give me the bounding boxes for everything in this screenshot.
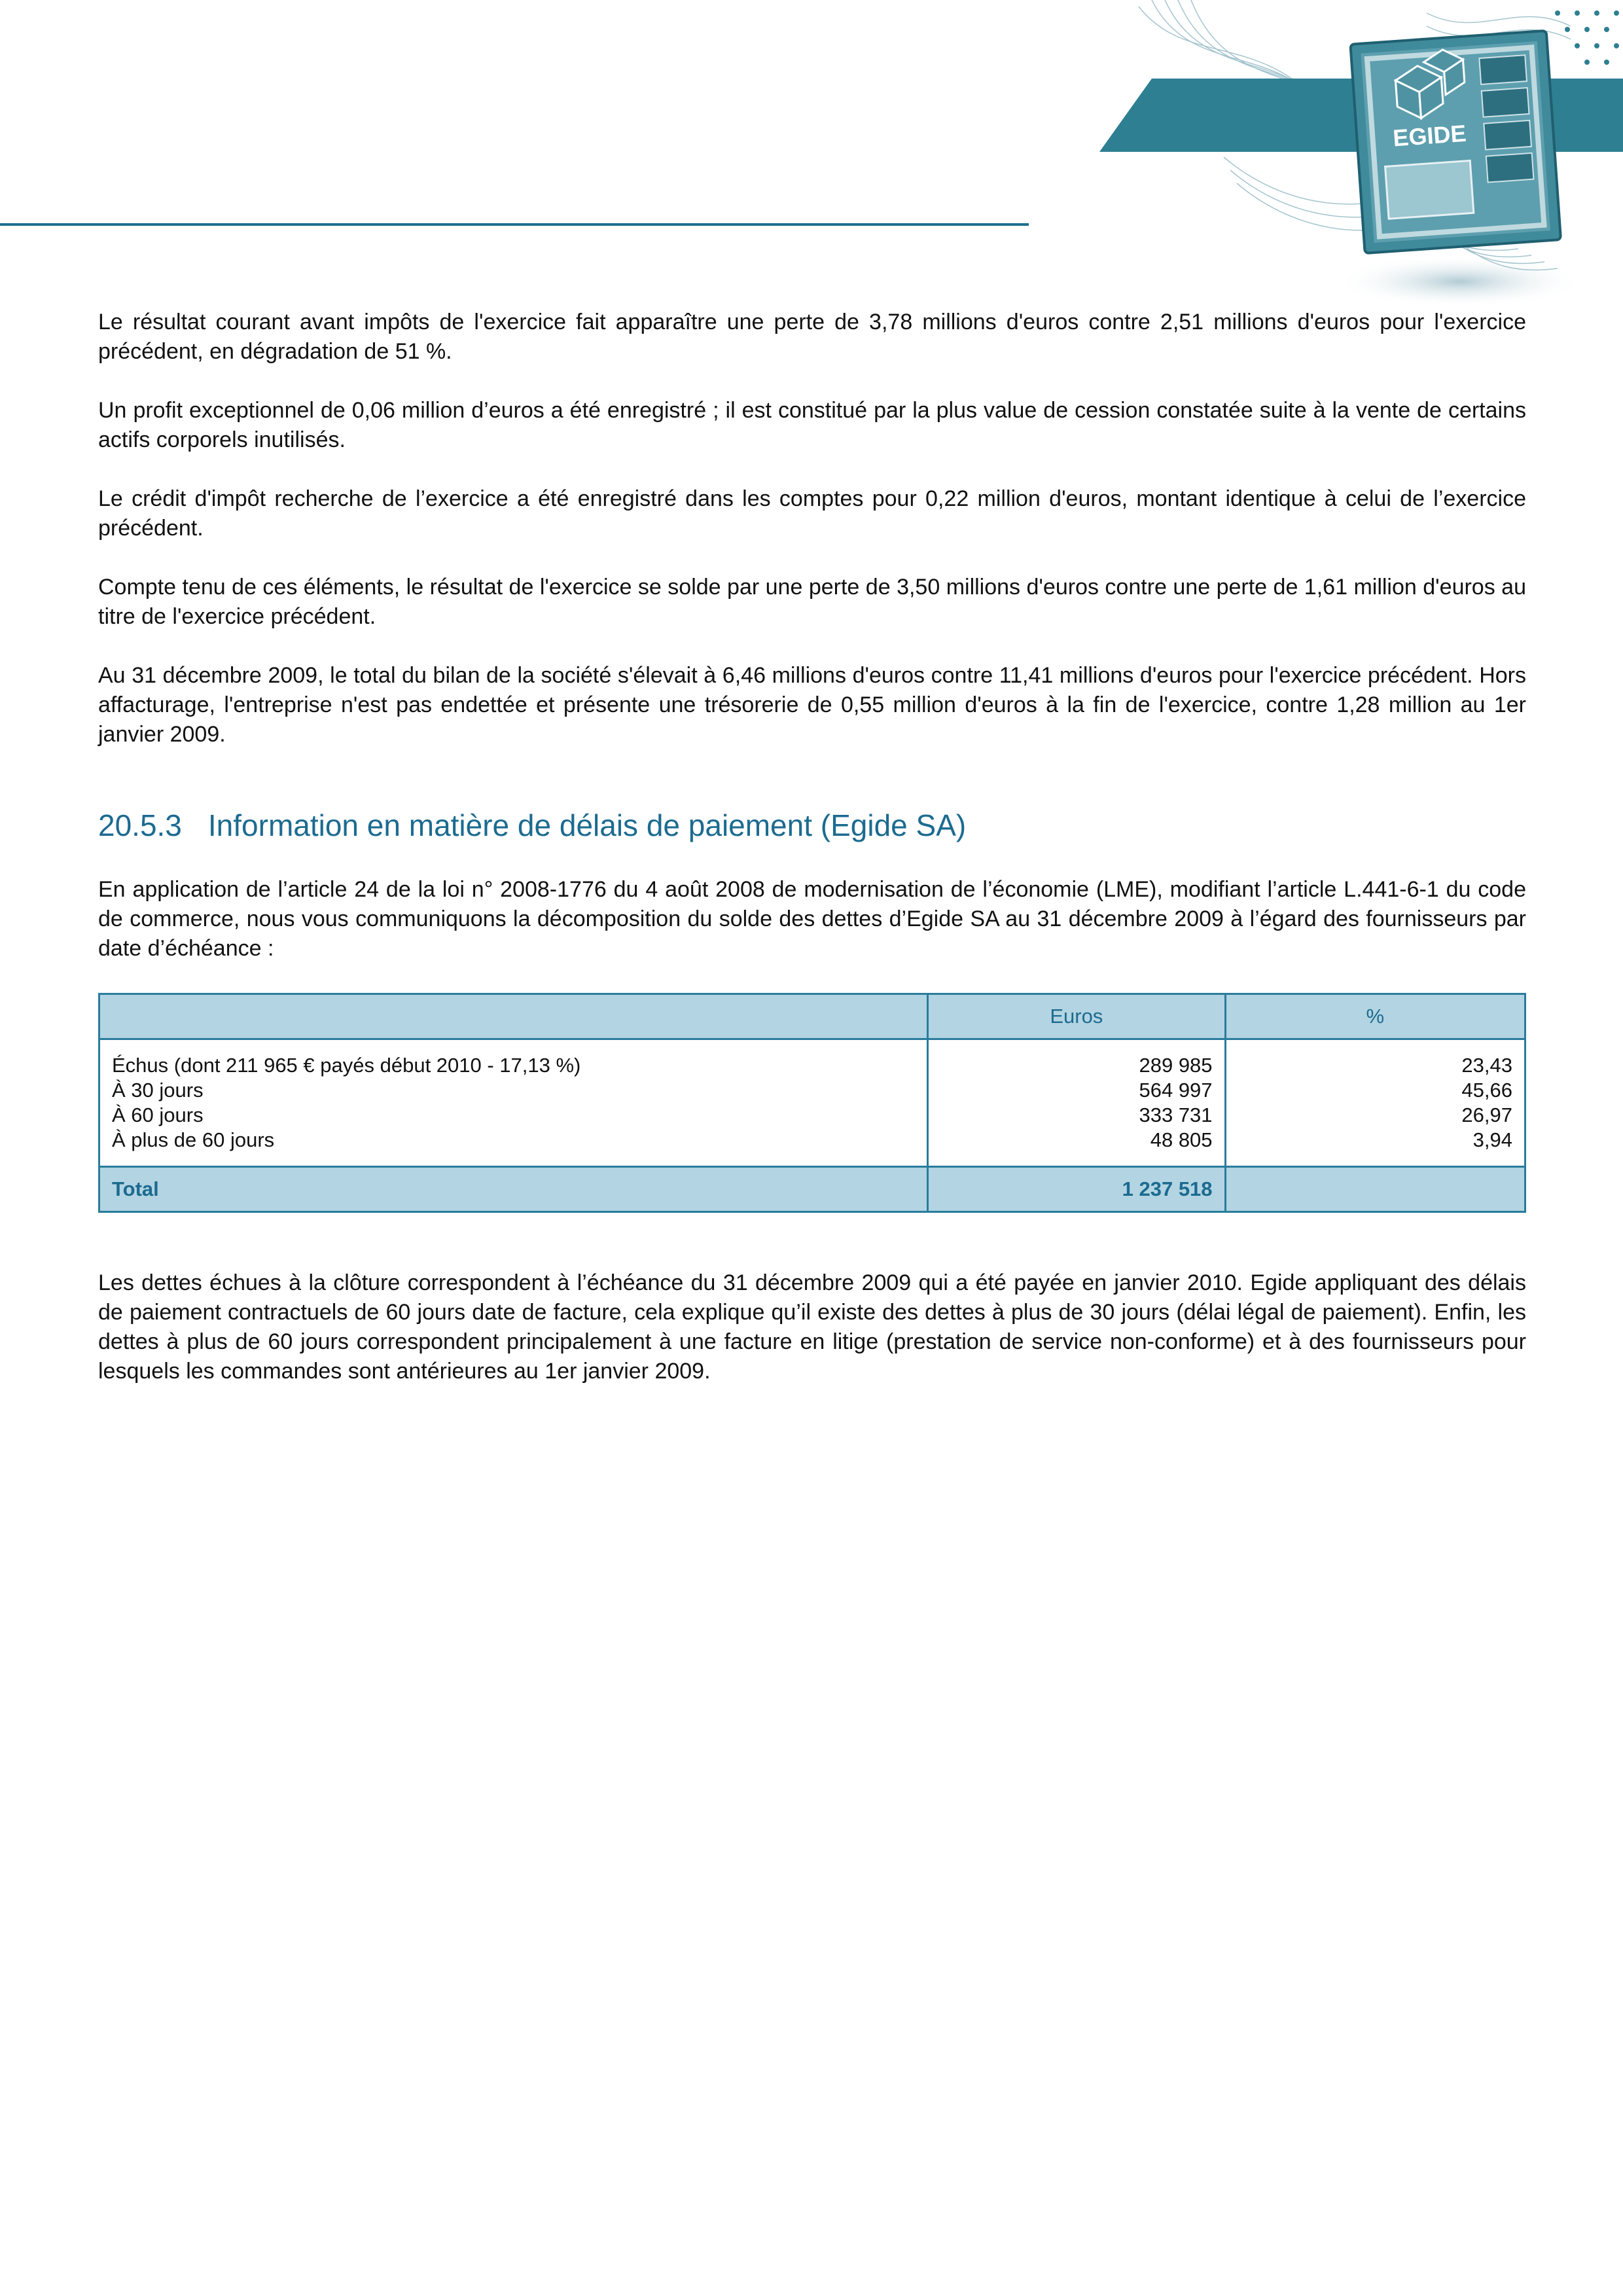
egide-logo <box>1060 0 1623 314</box>
payment-terms-table <box>98 993 1526 1213</box>
table-total-row <box>99 1167 1525 1212</box>
row-label: À 60 jours <box>112 1103 204 1126</box>
paragraph-resultat-exercice: Compte tenu de ces éléments, le résultat de l'exercice se solde par une perte de 3,50 millions d'euros contre une perte de 1,61 million d'euros au titre de l'exercice précédent. <box>98 575 1526 629</box>
total-pct <box>1225 1167 1525 1212</box>
paragraph-dettes-echues: Les dettes échues à la clôture correspondent à l’échéance du 31 décembre 2009 qui a été payée en janvier 2010. Egide appliquant des délais de paiement contractuels de 60 jours date de facture, cela explique qu’il existe des dettes à plus de 30 jours (délai légal de paiement). Enfin, les dettes à plus de 60 jours correspondent principalement à une facture en litige (prestation de service non-conforme) et à des fournisseurs pour lesquels les commandes sont antérieures au 1er janvier 2009. <box>98 1270 1526 1384</box>
table-body-row <box>99 1039 1525 1167</box>
table-pct-cell <box>1225 1039 1525 1167</box>
row-euros: 289 985 <box>1139 1054 1213 1077</box>
section-heading <box>98 807 1526 844</box>
header-rule <box>0 223 1029 226</box>
row-euros: 333 731 <box>1139 1103 1213 1126</box>
row-label: À 30 jours <box>112 1079 204 1102</box>
paragraph-total-bilan: Au 31 décembre 2009, le total du bilan de la société s'élevait à 6,46 millions d'euros contre 11,41 millions d'euros pour l'exercice précédent. Hors affacturage, l'entreprise n'est pas endettée et présente une trésorerie de 0,55 million d'euros à la fin de l'exercice, contre 1,28 million au 1er janvier 2009. <box>98 663 1526 747</box>
logo-text: EGIDE <box>1392 119 1467 152</box>
table-header-row <box>99 994 1525 1039</box>
paragraph-resultat-courant: Le résultat courant avant impôts de l'exercice fait apparaître une perte de 3,78 millions d'euros contre 2,51 millions d'euros pour l'exercice précédent, en dégradation de 51 %. <box>98 310 1526 364</box>
paragraph-profit-exceptionnel: Un profit exceptionnel de 0,06 million d’euros a été enregistré ; il est constitué par la plus value de cession constatée suite à la vente de certains actifs corporels inutilisés. <box>98 398 1526 452</box>
table-euros-cell <box>928 1039 1225 1167</box>
row-euros: 48 805 <box>1150 1128 1213 1151</box>
total-euros: 1 237 518 <box>928 1167 1225 1212</box>
table-header-pct: % <box>1225 994 1525 1039</box>
paragraph-credit-impot: Le crédit d'impôt recherche de l’exercice a été enregistré dans les comptes pour 0,22 million d'euros, montant identique à celui de l’exercice précédent. <box>98 486 1526 541</box>
row-pct: 23,43 <box>1461 1054 1512 1077</box>
table-header-euros: Euros <box>928 994 1225 1039</box>
document-body <box>98 308 1526 1416</box>
row-label: Échus (dont 211 965 € payés début 2010 - 17,13 %) <box>112 1054 581 1077</box>
row-label: À plus de 60 jours <box>112 1128 275 1151</box>
total-label: Total <box>99 1167 928 1212</box>
table-header-label <box>99 994 928 1039</box>
row-pct: 26,97 <box>1461 1103 1512 1126</box>
section-intro: En application de l’article 24 de la loi n° 2008-1776 du 4 août 2008 de modernisation de l’économie (LME), modifiant l’article L.441-6-1 du code de commerce, nous vous communiquons la décomposition du solde des dettes d’Egide SA au 31 décembre 2009 à l’égard des fournisseurs par date d’échéance : <box>98 877 1526 961</box>
row-pct: 3,94 <box>1472 1128 1512 1151</box>
row-euros: 564 997 <box>1139 1079 1213 1102</box>
row-pct: 45,66 <box>1461 1079 1512 1102</box>
table-labels-cell <box>99 1039 928 1167</box>
section-title: Information en matière de délais de paiement (Egide SA) <box>207 808 967 842</box>
section-number: 20.5.3 <box>98 808 182 842</box>
